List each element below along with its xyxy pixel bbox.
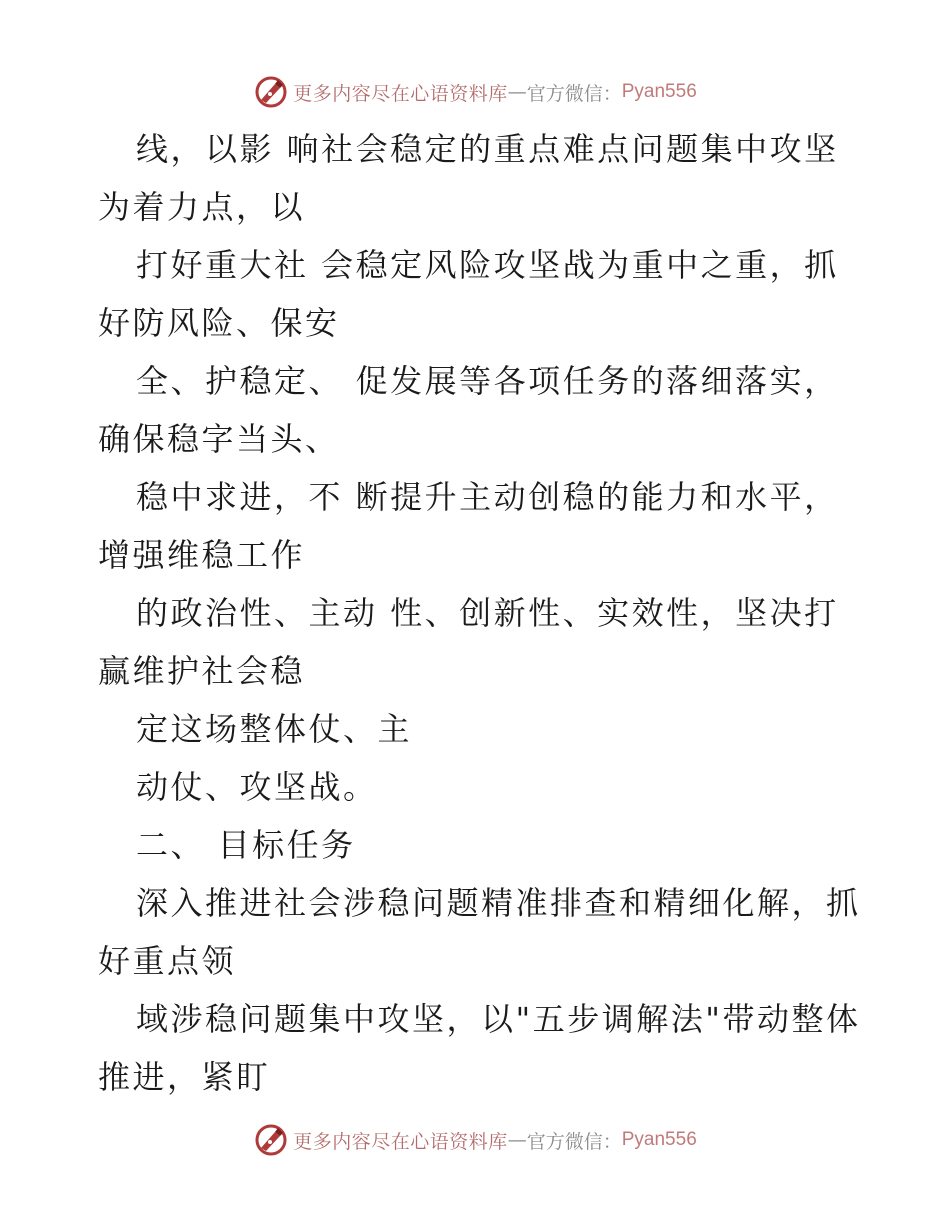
text-line: 二、 目标任务 — [136, 826, 356, 864]
watermark-wechat-label: 官方微信： — [526, 1130, 622, 1153]
text-line: 好防风险、保安 — [98, 304, 340, 342]
text-line: 好重点领 — [98, 942, 237, 980]
watermark-wechat-id: Pyan556 — [621, 81, 697, 102]
text-line: 线，以影 响社会稳定的重点难点问题集中攻坚 — [136, 130, 839, 168]
text-line: 稳中求进，不 断提升主动创稳的能力和水平， — [136, 478, 839, 516]
text-line: 定这场整体仗、主 — [136, 710, 413, 748]
text-line: 的政治性、主动 性、创新性、实效性，坚决打 — [136, 594, 839, 632]
watermark-brand: 更多内容尽在心语资料库 — [293, 1130, 508, 1153]
text-line: 动仗、攻坚战。 — [136, 768, 378, 806]
text-line: 全、护稳定、 促发展等各项任务的落细落实， — [136, 362, 839, 400]
text-line: 为着力点，以 — [98, 188, 306, 226]
watermark-separator: — — [507, 1129, 527, 1151]
pen-nib-circle-icon — [253, 1122, 289, 1158]
watermark-separator: — — [507, 81, 527, 103]
watermark-brand: 更多内容尽在心语资料库 — [293, 82, 508, 105]
footer-watermark — [0, 1120, 950, 1160]
watermark-wechat-label: 官方微信： — [526, 82, 622, 105]
text-line: 赢维护社会稳 — [98, 652, 306, 690]
text-line: 推进，紧盯 — [98, 1058, 271, 1096]
pen-nib-circle-icon — [253, 74, 289, 110]
document-body — [98, 120, 868, 1106]
header-watermark — [0, 72, 950, 112]
text-line: 打好重大社 会稳定风险攻坚战为重中之重，抓 — [136, 246, 839, 284]
text-line: 深入推进社会涉稳问题精准排查和精细化解，抓 — [136, 884, 861, 922]
text-line: 确保稳字当头、 — [98, 420, 340, 458]
text-line: 增强维稳工作 — [98, 536, 306, 574]
watermark-wechat-id: Pyan556 — [621, 1129, 697, 1150]
text-line: 域涉稳问题集中攻坚，以"五步调解法"带动整体 — [136, 1000, 861, 1038]
